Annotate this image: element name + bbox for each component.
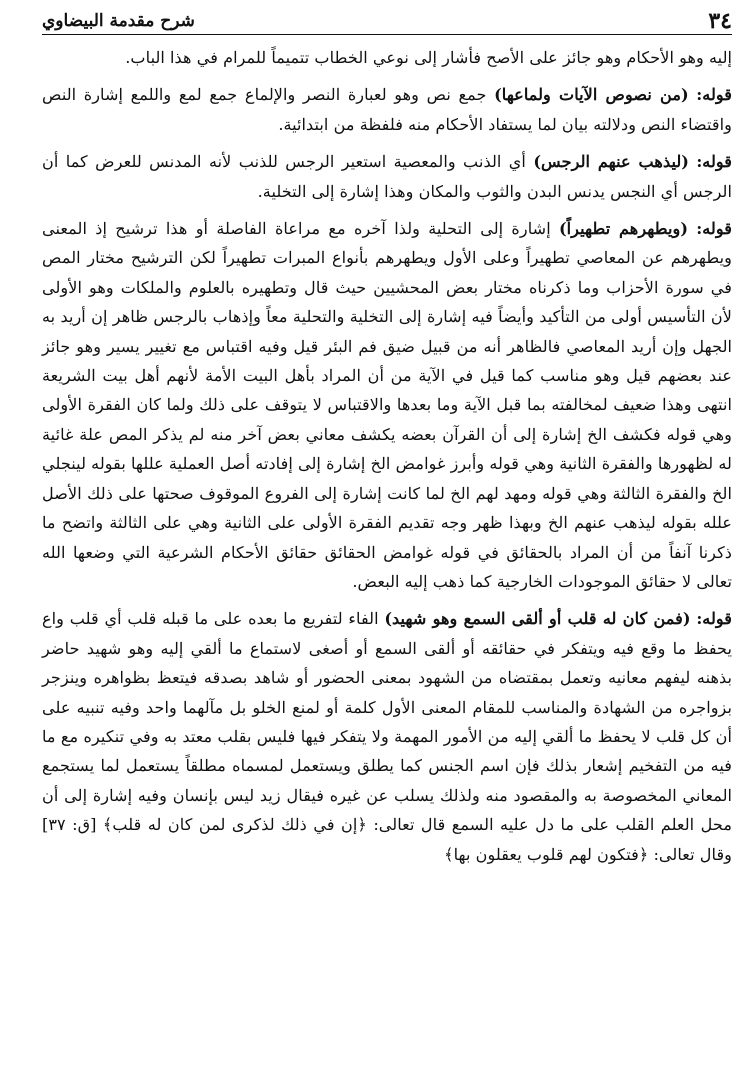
- page: [42, 8, 732, 869]
- paragraph-text: إليه وهو الأحكام وهو جائز على الأصح فأشار إلى نوعي الخطاب تتميماً للمرام في هذا الباب.: [125, 48, 732, 67]
- quoted-phrase: (فمن كان له قلب أو ألقى السمع وهو شهيد): [384, 609, 691, 629]
- page-number: ٣٤: [708, 8, 732, 34]
- paragraph: [42, 43, 732, 72]
- page-body: [42, 43, 732, 869]
- page-header: [42, 8, 732, 35]
- paragraph: [42, 604, 732, 869]
- qawluhu-lead: قوله:: [696, 219, 732, 239]
- paragraph-text: جمع نص وهو لعبارة النصر والإلماع جمع لمع واللمع إشارة النص واقتضاء النص ودلالته بيان لما يستفاد الأحكام منه فلفظة من ابتدائية.: [42, 85, 732, 134]
- quoted-phrase: (ويطهرهم تطهيراً): [559, 219, 688, 239]
- paragraph-text: أي الذنب والمعصية استعير الرجس للذنب لأنه المدنس للعرض كما أن الرجس أي النجس يدنس البدن والثوب والمكان وهذا إشارة إلى التخلية.: [42, 152, 732, 201]
- quoted-phrase: (من نصوص الآيات ولماعها): [494, 85, 689, 105]
- qawluhu-lead: قوله:: [696, 85, 732, 105]
- quoted-phrase: (ليذهب عنهم الرجس): [533, 152, 689, 172]
- running-title: شرح مقدمة البيضاوي: [42, 11, 195, 31]
- paragraph-text: إشارة إلى التحلية ولذا آخره مع مراعاة الفاصلة أو هذا ترشيح إذ المعنى ويطهرهم عن المعاصي تطهيراً وعلى الأول ويطهرهم بأنواع المبرات تطهيراً لكن الترشيح مختار المص في سورة الأحزاب وما ذكرناه مختار بعض المحشيين حيث قال وتطهيره بالعلوم والملكات وهو الأولى لأن التأسيس أولى من التأكيد وأيضاً فيه إشارة إلى التخلية والتحلية معاً وإذهاب بالرجس ظاهر إن أريد به الجهل وإن أريد المعاصي فالظاهر أنه من قبيل ضيق فم البئر قيل وفيه اقتباس مع تغيير يسير وهو جائز عند بعضهم قيل وهو مناسب كما قيل في الآية من أن المراد بأهل البيت الأمة لأنهم أهل بيت الشريعة انتهى وهذا ضعيف لمخالفته بما قبل الآية وما بعدها والاقتباس لا يتوقف على ذلك ولما كان الفقرة الأولى وهي قوله فكشف الخ إشارة إلى أن القرآن بعضه يكشف معاني بعض آخر منه لم يذكر المص علة غائية له لظهورها والفقرة الثانية وهي قوله وأبرز غوامض الخ إشارة إلى إفادته أصل العملية عللها بقوله لينجلي الخ والفقرة الثالثة وهي قوله ومهد لهم الخ لما كانت إشارة إلى الفروع الموقوف صحتها على ذلك الأصل علله بقوله ليذهب عنهم الخ وبهذا ظهر وجه تقديم الفقرة الأولى على الثانية وهي على الثالثة واتضح ما ذكرنا آنفاً من أن المراد بالحقائق في قوله غوامض الحقائق حقائق الأحكام الشرعية التي وضعها الله تعالى لا حقائق الموجودات الخارجية كما ذهب إليه البعض.: [42, 219, 732, 591]
- qawluhu-lead: قوله:: [696, 609, 732, 629]
- paragraph: [42, 80, 732, 139]
- paragraph: [42, 147, 732, 206]
- paragraph: [42, 214, 732, 596]
- paragraph-text: الفاء لتفريع ما بعده على ما قبله قلب أي قلب واع يحفظ ما وقع فيه ويتفكر في حقائقه أو ألقى السمع أو أصغى لاستماع ما ألقي إليه وهو شهيد حاضر بذهنه ليفهم معانيه وتعمل بمقتضاه من الشهود بمعنى الحضور أو شاهد بصدقه فيتعظ بظواهره وينزجر بزواجره من الشهادة والمناسب للمقام المعنى الأول كلمة أو لمنع الخلو بل مآلهما واحد وفيه تنبيه على أن كل قلب لا يحفظ ما ألقي إليه من الأمور المهمة ولا يتفكر فيها فليس بقلب معتد به وفي تنكيره مع ما فيه من التفخيم إشعار بذلك فإن اسم الجنس كما يطلق ويستعمل لمسماه مطلقاً يستعمل لما يستجمع المعاني المخصوصة به والمقصود منه ولذلك يسلب عن غيره فيقال زيد ليس بإنسان وفيه إشارة إلى أن محل العلم القلب على ما دل عليه السمع قال تعالى: ﴿إن في ذلك لذكرى لمن كان له قلب﴾ [ق: ٣٧] وقال تعالى: ﴿فتكون لهم قلوب يعقلون بها﴾: [42, 609, 732, 864]
- qawluhu-lead: قوله:: [696, 152, 732, 172]
